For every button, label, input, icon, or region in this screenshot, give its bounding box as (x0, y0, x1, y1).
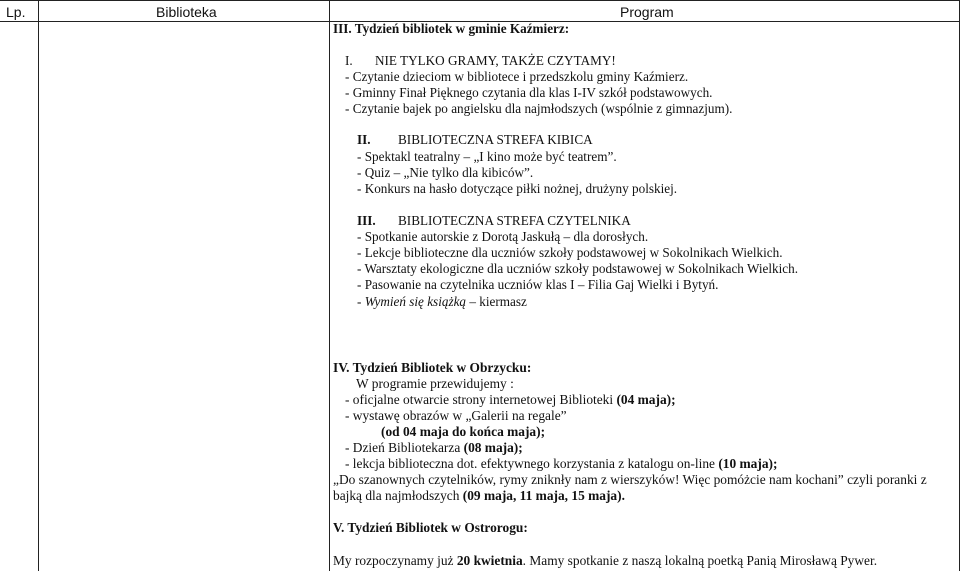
header-program: Program (620, 4, 674, 20)
event-suffix: – kiermasz (466, 294, 527, 309)
list-item: - Quiz – „Nie tylko dla kibiców”. (357, 165, 534, 180)
dash: - (357, 294, 365, 309)
s3-part1-title: NIE TYLKO GRAMY, TAKŻE CZYTAMY! (375, 53, 616, 68)
s3-part3-number: III. (357, 213, 376, 228)
s3-part1-number: I. (345, 53, 353, 68)
list-item (357, 294, 527, 310)
column-divider-biblioteka (329, 0, 330, 571)
s3-part1-heading (345, 53, 616, 69)
list-item: - Czytanie dzieciom w bibliotece i przedszkolu gminy Kaźmierz. (345, 69, 689, 84)
column-divider-lp (38, 0, 39, 571)
item-date: (10 maja); (718, 456, 778, 471)
list-item: - Lekcje biblioteczne dla uczniów szkoły podstawowej w Sokolnikach Wielkich. (357, 245, 783, 260)
list-item: - Spektakl teatralny – „I kino może być teatrem”. (357, 149, 617, 164)
list-item: - Pasowanie na czytelnika uczniów klas I – Filia Gaj Wielki i Bytyń. (357, 277, 719, 292)
item-text: - oficjalne otwarcie strony internetowej Biblioteki (345, 392, 617, 407)
list-item: - Warsztaty ekologiczne dla uczniów szkoły podstawowej w Sokolnikach Wielkich. (357, 261, 799, 276)
italic-event-name: Wymień się książką (364, 294, 467, 309)
list-item: - Konkurs na hasło dotyczące piłki nożnej, drużyny polskiej. (357, 181, 678, 196)
paragraph-text: bajką dla najmłodszych (333, 488, 463, 503)
s4-paragraph-line2 (333, 488, 625, 504)
s5-text-end: . Mamy spotkanie z naszą lokalną poetką Panią Mirosławą Pywer. (522, 553, 878, 568)
item-text: - Dzień Bibliotekarza (345, 440, 464, 455)
s3-part2-title: BIBLIOTECZNA STREFA KIBICA (398, 132, 593, 147)
list-item: - wystawę obrazów w „Galerii na regale” (345, 408, 567, 423)
table-top-border (0, 0, 960, 1)
s3-part2-heading (357, 132, 593, 148)
s4-intro: W programie przewidujemy : (356, 376, 514, 391)
paragraph-dates: (09 maja, 11 maja, 15 maja). (462, 488, 625, 503)
s4-paragraph-line1: „Do szanownych czytelników, rymy zniknły nam z wierszyków! Więc pomóżcie nam kochani” czyli poranki z (333, 472, 927, 487)
s3-part3-heading (357, 213, 631, 229)
item-text: - lekcja biblioteczna dot. efektywnego korzystania z katalogu on-line (345, 456, 719, 471)
s5-text-start: My rozpoczynamy już (333, 553, 457, 568)
list-item (345, 440, 523, 456)
s3-part2-number: II. (357, 132, 371, 147)
item-date: (od 04 maja do końca maja); (381, 424, 546, 439)
section-3-title: III. Tydzień bibliotek w gminie Kaźmierz: (333, 21, 570, 36)
s5-text (333, 553, 877, 569)
section-5-title: V. Tydzień Bibliotek w Ostrorogu: (333, 520, 528, 535)
s5-date: 20 kwietnia (456, 553, 523, 568)
header-biblioteka: Biblioteka (156, 4, 217, 20)
list-item: - Czytanie bajek po angielsku dla najmłodszych (wspólnie z gimnazjum). (345, 101, 733, 116)
header-lp: Lp. (6, 4, 26, 20)
list-item: - Spotkanie autorskie z Dorotą Jaskułą – dla dorosłych. (357, 229, 649, 244)
s3-part3-title: BIBLIOTECZNA STREFA CZYTELNIKA (398, 213, 631, 228)
item-date: (04 maja); (616, 392, 676, 407)
section-4-title: IV. Tydzień Bibliotek w Obrzycku: (333, 360, 532, 375)
list-item (345, 392, 676, 408)
list-item: - Gminny Finał Pięknego czytania dla klas I-IV szkół podstawowych. (345, 85, 713, 100)
item-date: (08 maja); (463, 440, 523, 455)
list-item (345, 456, 777, 472)
